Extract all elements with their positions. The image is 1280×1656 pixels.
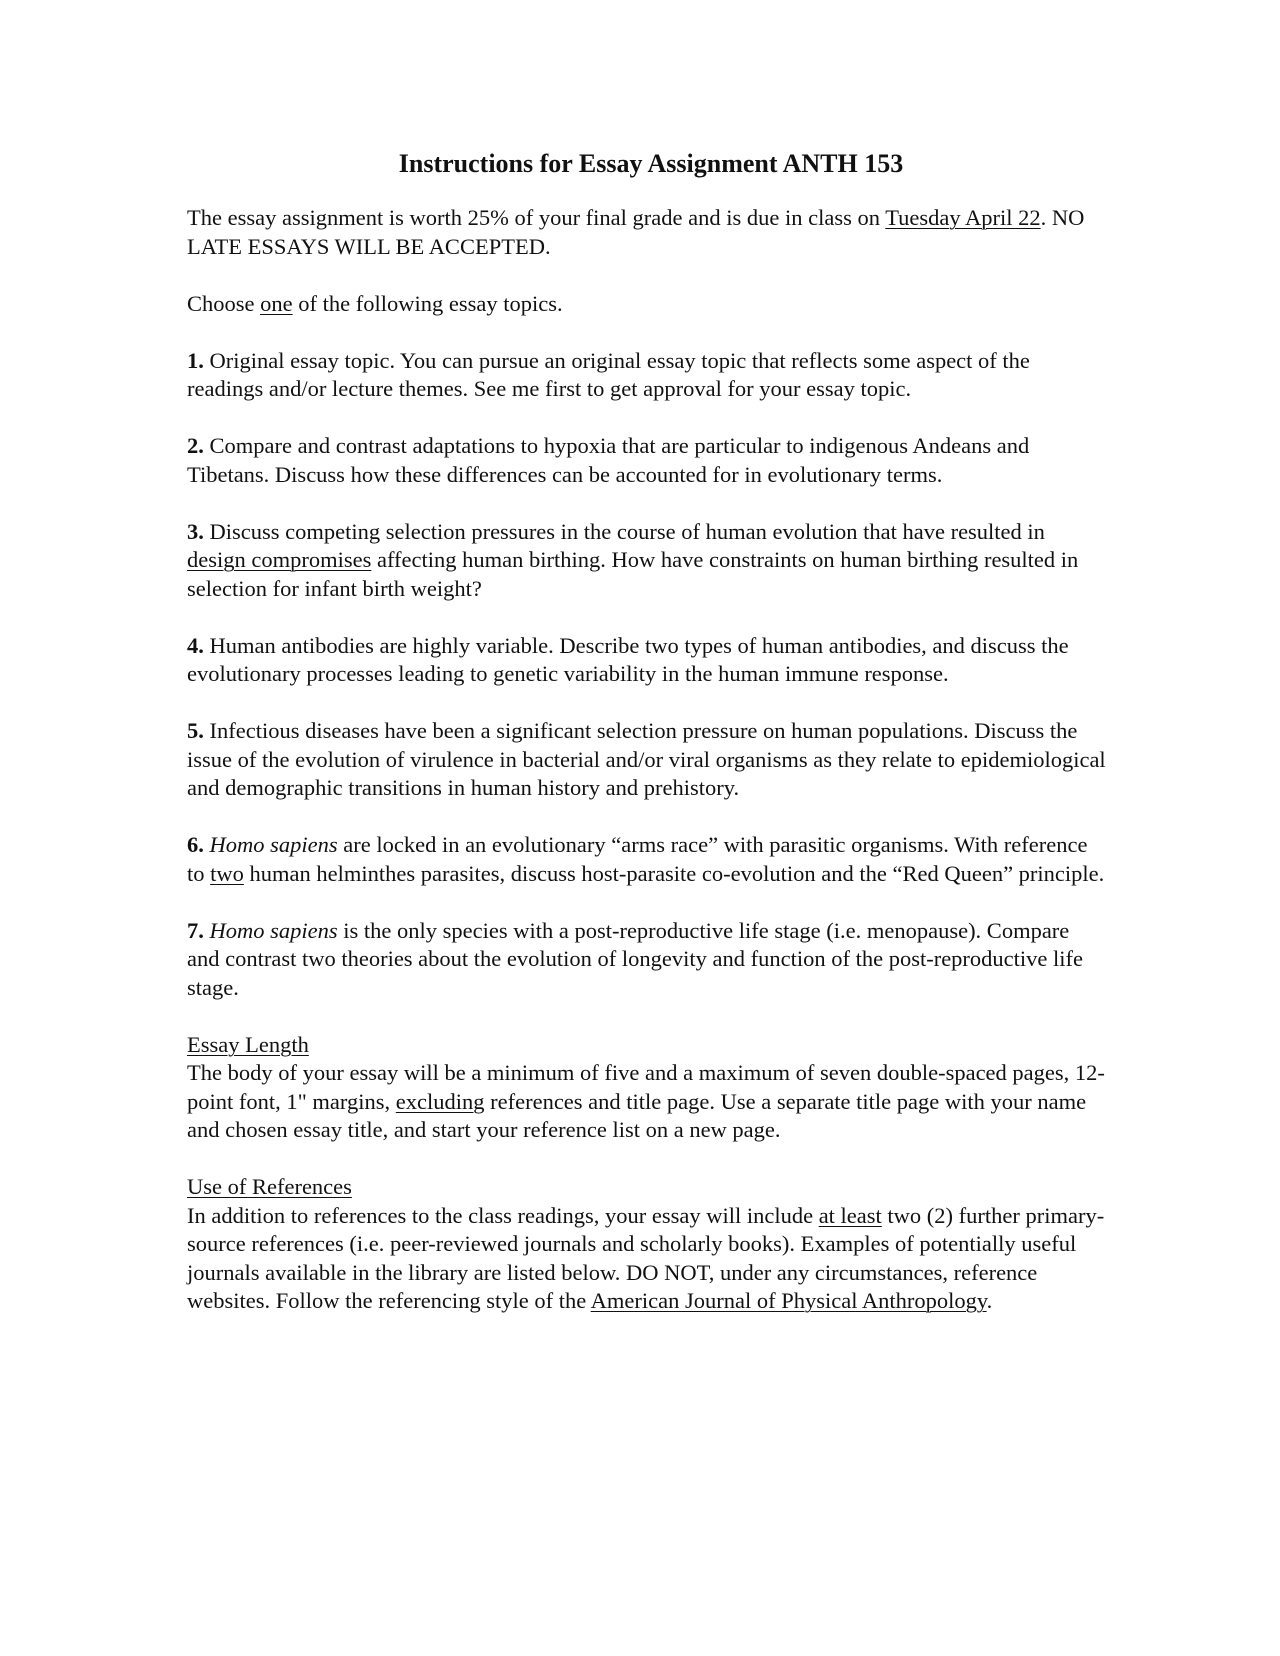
topic-4 (187, 632, 1107, 689)
choose-post: of the following essay topics. (292, 290, 563, 316)
topic-text-pre: Discuss competing selection pressures in the course of human evolution that have resulted in (203, 518, 1045, 544)
topic-number: 3. (187, 518, 204, 544)
topic-text-pre: are locked in an evolutionary “arms race” with parasitic organisms. With reference to (187, 832, 1088, 886)
length-text-post: references and title page. Use a separate title page with your name and chosen essay title, and start your reference list on a new page. (187, 1088, 1087, 1142)
references-text-end: . (986, 1288, 993, 1313)
references-text-pre: In addition to references to the class readings, your essay will include (187, 1202, 819, 1228)
topic-2 (187, 432, 1107, 489)
due-date: Tuesday April 22 (885, 205, 1041, 230)
topic-text: Human antibodies are highly variable. Describe two types of human antibodies, and discuss the evolutionary processes leading to genetic variability in the human immune response. (187, 632, 1069, 686)
topic-1 (187, 347, 1107, 404)
topic-text-post: human helminthes parasites, discuss host-parasite co-evolution and the “Red Queen” principle. (243, 860, 1105, 886)
choose-paragraph (187, 290, 1107, 319)
topic-5 (187, 717, 1107, 803)
intro-paragraph (187, 204, 1107, 261)
topic-number: 6. (187, 832, 204, 857)
references-text-mid: two (2) further primary-source references (i.e. peer-reviewed journals and scholarly books). Examples of potentially useful journals available in the library are listed below. DO NOT, under any circumstances, reference websites. Follow the referencing style of the (187, 1202, 1105, 1313)
species-name: Homo sapiens (209, 832, 338, 857)
length-emphasis: excluding (395, 1088, 485, 1114)
topic-text: Compare and contrast adaptations to hypoxia that are particular to indigenous Andeans and Tibetans. Discuss how these differences can be accounted for in evolutionary terms. (187, 433, 1030, 487)
choose-emphasis: one (260, 290, 293, 316)
intro-text-start: The essay assignment is worth 25% of your final grade and is due in class on (187, 205, 886, 230)
topic-emphasis: design compromises (187, 547, 372, 572)
references-section (187, 1173, 1107, 1316)
topic-text: is the only species with a post-reproductive life stage (i.e. menopause). Compare and contrast two theories about the evolution of longevity and function of the post-reproductive life stage. (187, 917, 1084, 1000)
topic-number: 2. (187, 433, 204, 458)
document-page (187, 148, 1107, 1344)
topic-text: Infectious diseases have been a significant selection pressure on human populations. Discuss the issue of the evolution of virulence in bacterial and/or viral organisms as they relate to epidemiological and demographic transitions in human history and prehistory. (187, 718, 1106, 800)
choose-pre: Choose (187, 290, 261, 316)
topic-text: Original essay topic. You can pursue an original essay topic that reflects some aspect of the readings and/or lecture themes. See me first to get approval for your essay topic. (187, 347, 1030, 401)
page-title: Instructions for Essay Assignment ANTH 153 (398, 149, 904, 178)
topic-6 (187, 831, 1107, 888)
intro-text-end: . NO LATE ESSAYS WILL BE ACCEPTED. (187, 205, 1085, 259)
topic-number: 7. (187, 917, 204, 943)
essay-length-heading: Essay Length (187, 1031, 309, 1057)
references-emphasis: at least (818, 1202, 882, 1228)
topic-3 (187, 518, 1107, 604)
length-text-pre: The body of your essay will be a minimum of five and a maximum of seven double-spaced pages, 12-point font, 1" margins, (187, 1060, 1105, 1114)
references-heading: Use of References (187, 1174, 352, 1199)
topic-number: 5. (187, 718, 204, 743)
topic-7 (187, 917, 1107, 1003)
journal-name: American Journal of Physical Anthropology (590, 1288, 987, 1313)
topic-number: 1. (187, 347, 204, 373)
topic-text-post: affecting human birthing. How have constraints on human birthing resulted in selection for infant birth weight? (187, 547, 1079, 601)
topic-number: 4. (187, 632, 204, 658)
topic-emphasis: two (210, 860, 244, 886)
species-name: Homo sapiens (209, 917, 338, 943)
essay-length-section (187, 1031, 1107, 1145)
